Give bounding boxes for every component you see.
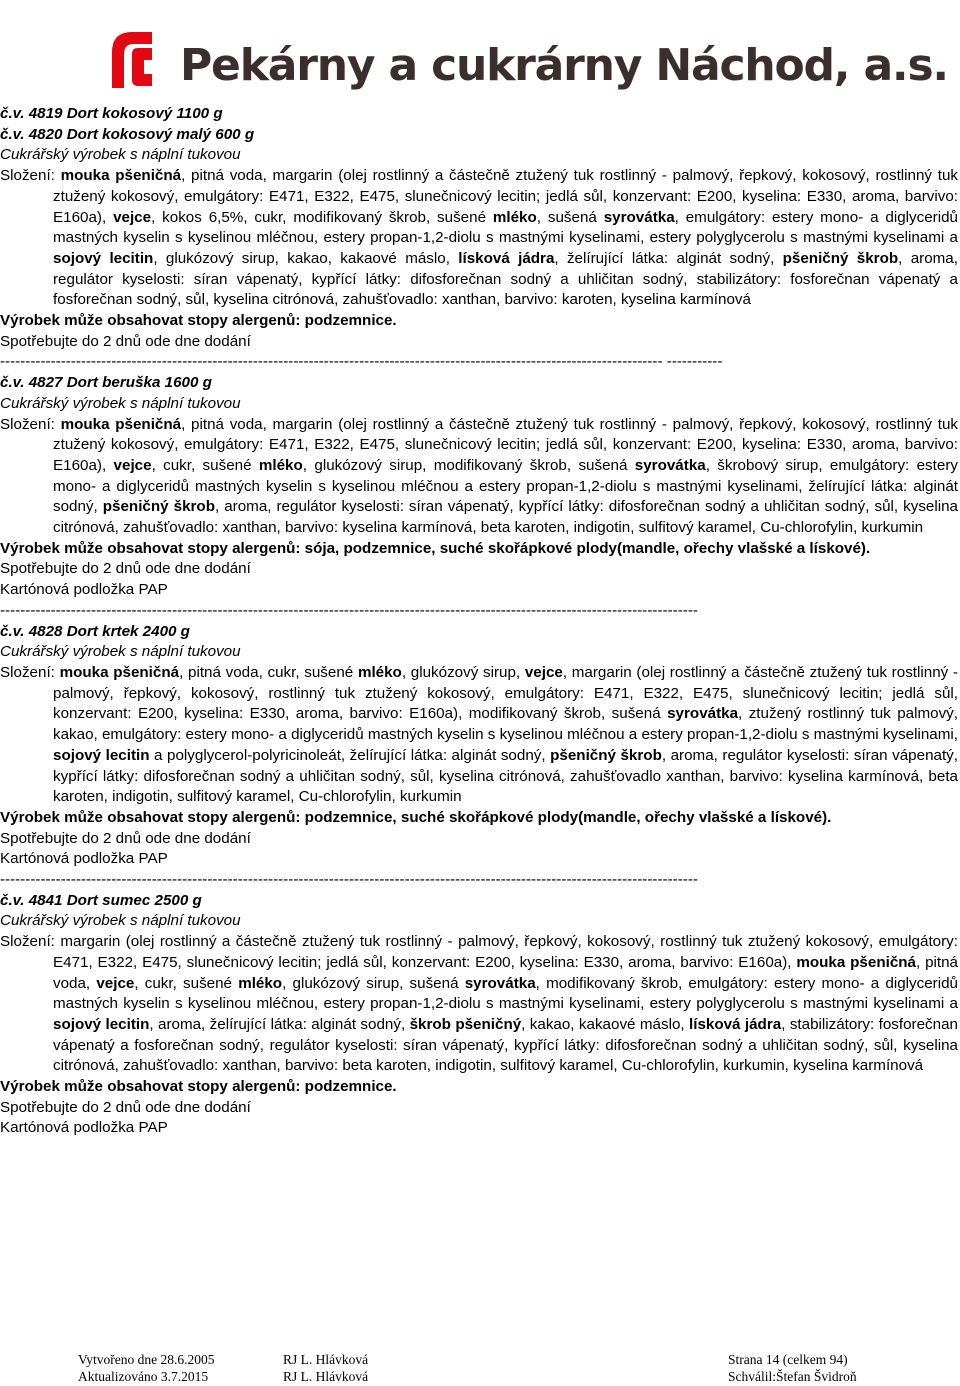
allergen-ingredient: vejce bbox=[96, 974, 135, 992]
product-note: Spotřebujte do 2 dnů ode dne dodání bbox=[0, 332, 251, 350]
ingredient-text: , emulgátory: estery mono- a diglyceridů mastných kyselin s kyselinou mléčnou, estery propan-1,2-diolu s mastnými kyselinami, estery polyglycerolu s mastnými kyselinami a bbox=[53, 208, 958, 247]
product-composition bbox=[0, 932, 958, 1077]
updated-date: Aktualizováno 3.7.2015 bbox=[78, 1368, 209, 1384]
page-footer bbox=[78, 1352, 938, 1385]
product-note: Kartónová podložka PAP bbox=[0, 1119, 168, 1137]
ingredient-text: , ztužený rostlinný tuk palmový, kakao, emulgátory: estery mono- a diglyceridů mastných kyselin s kyselinou mléčnou a estery propan-1,2-diolu s mastnými kyselinami, bbox=[53, 705, 958, 744]
product-type: Cukrářský výrobek s náplní tukovou bbox=[0, 394, 241, 412]
allergen-warning: Výrobek může obsahovat stopy alergenů: podzemnice, suché skořápkové plody(mandle, ořechy vlašské a lískové). bbox=[0, 808, 832, 826]
allergen-warning: Výrobek může obsahovat stopy alergenů: podzemnice. bbox=[0, 1078, 397, 1096]
product-type: Cukrářský výrobek s náplní tukovou bbox=[0, 146, 241, 164]
ingredient-text: , pitná voda, margarin (olej rostlinný a částečně ztužený tuk rostlinný - palmový, řepkový, kokosový, rostlinný tuk ztužený kokosový, emulgátory: E471, E322, E475, slunečnicový lecitin; jedlá sůl, konzervant: E200, kyselina: E330, aroma, barvivo: E160a), bbox=[53, 415, 958, 474]
allergen-ingredient: pšeničný škrob bbox=[102, 498, 215, 516]
ingredient-text: , aroma, regulátor kyselosti: síran vápenatý, kypřící látky: difosforečnan sodný a uhličitan sodný, stabilizátory: fosforečnan vápenatý a fosforečnan sodný, sůl, kyselina citrónová, zahušťovadlo: xanthan, barvivo: karoten, kyselina karmínová bbox=[53, 249, 958, 309]
ingredient-text: , modifikovaný škrob, emulgátory: estery mono- a diglyceridů mastných kyselin s kyselinou mléčnou, estery propan-1,2-diolu s mastnými kyselinami, estery polyglycerolu s mastnými kyselinami a bbox=[53, 974, 958, 1013]
document-body bbox=[0, 104, 958, 1139]
allergen-ingredient: mléko bbox=[238, 974, 283, 992]
ingredient-text: , pitná voda, cukr, sušené bbox=[179, 663, 358, 681]
ingredient-text: Složení: margarin (olej rostlinný a částečně ztužený tuk rostlinný - palmový, řepkový, kokosový, rostlinný tuk ztužený kokosový, emulgátory: E471, E322, E475, slunečnicový lecitin; jedlá sůl, konzervant: E200, kyselina: E330, aroma, barvivo: E160a), bbox=[0, 933, 958, 971]
allergen-ingredient: syrovátka bbox=[667, 705, 739, 723]
allergen-ingredient: vejce bbox=[113, 456, 152, 474]
page-number: Strana 14 (celkem 94) bbox=[728, 1352, 848, 1367]
ingredient-text: , sušená bbox=[536, 208, 604, 226]
product-code: č.v. 4827 Dort beruška 1600 g bbox=[0, 374, 212, 392]
product-code: č.v. 4819 Dort kokosový 1100 g bbox=[0, 105, 223, 122]
product-type: Cukrářský výrobek s náplní tukovou bbox=[0, 912, 241, 930]
ingredient-text: , glukózový sirup, kakao, kakaové máslo, bbox=[153, 249, 459, 267]
allergen-ingredient: mouka pšeničná bbox=[60, 167, 182, 185]
approved-by: Schválil:Štefan Švidroň bbox=[728, 1368, 857, 1384]
product-composition bbox=[0, 166, 958, 311]
ingredient-text: , kokos 6,5%, cukr, modifikovaný škrob, sušené bbox=[151, 208, 493, 226]
product-note: Spotřebujte do 2 dnů ode dne dodání bbox=[0, 829, 251, 847]
allergen-ingredient: mléko bbox=[258, 456, 303, 474]
ingredient-text: , aroma, želírující látka: alginát sodný, bbox=[149, 1015, 410, 1033]
ingredient-text: , želírující látka: alginát sodný, bbox=[554, 249, 783, 267]
ingredient-text: , aroma, regulátor kyselosti: síran vápenatý, kypřící látky: difosforečnan sodný a uhličitan sodný, sůl, kyselina citrónová, zahušťovadlo xanthan, barvivo: kyselina karmínová, beta karoten, indigotin, sulfitový karamel, Cu-chlorofylin, kurkumin bbox=[53, 746, 958, 806]
allergen-ingredient: škrob pšeničný bbox=[409, 1015, 522, 1033]
allergen-ingredient: mouka pšeničná bbox=[60, 415, 182, 433]
ingredient-text: , cukr, sušené bbox=[134, 974, 239, 992]
ingredient-text: , glukózový sirup, bbox=[401, 663, 525, 681]
product-code: č.v. 4828 Dort krtek 2400 g bbox=[0, 622, 190, 640]
ingredient-text: Složení: bbox=[0, 167, 61, 185]
ingredient-text: , kakao, kakaové máslo, bbox=[521, 1015, 689, 1033]
allergen-ingredient: vejce bbox=[113, 208, 152, 226]
allergen-warning: Výrobek může obsahovat stopy alergenů: sója, podzemnice, suché skořápkové plody(mandle, ořechy vlašské a lískové). bbox=[0, 539, 871, 557]
product-code: č.v. 4820 Dort kokosový malý 600 g bbox=[0, 125, 255, 143]
page-header bbox=[0, 0, 960, 100]
created-date: Vytvořeno dne 28.6.2005 bbox=[78, 1352, 215, 1367]
product-note: Spotřebujte do 2 dnů ode dne dodání bbox=[0, 1098, 251, 1116]
separator-line: ------------------------------------------------------------------------------------------------------------------------------------------ bbox=[0, 601, 698, 619]
allergen-ingredient: sojový lecitin bbox=[53, 1015, 150, 1033]
allergen-ingredient: lísková jádra bbox=[458, 249, 555, 267]
ingredient-text: , aroma, regulátor kyselosti: síran vápenatý, kypřící látky: difosforečnan sodný a uhličitan sodný, sůl, kyselina citrónová, zahušťovadlo: xanthan, barvivo: kyselina karmínová, beta karoten, indigotin, sulfitový karamel, Cu-chlorofylin, kurkumin bbox=[53, 498, 958, 537]
allergen-ingredient: mouka pšeničná bbox=[59, 663, 180, 681]
ingredient-text: , margarin (olej rostlinný a částečně ztužený tuk rostlinný - palmový, řepkový, kokosový, rostlinný tuk ztužený kokosový, emulgátory: E471, E322, E475, slunečnicový lecitin; jedlá sůl, konzervant: E200, kyselina: E330, aroma, barvivo: E160a), modifikovaný škrob, sušená bbox=[53, 663, 958, 723]
company-name: Pekárny a cukrárny Náchod, a.s. bbox=[180, 40, 948, 91]
ingredient-text: , glukózový sirup, sušená bbox=[282, 974, 465, 992]
created-author: RJ L. Hlávková bbox=[283, 1352, 369, 1367]
allergen-ingredient: syrovátka bbox=[464, 974, 536, 992]
allergen-ingredient: sojový lecitin bbox=[53, 249, 154, 267]
allergen-ingredient: lísková jádra bbox=[689, 1015, 782, 1033]
company-logo-icon bbox=[96, 22, 168, 92]
allergen-warning: Výrobek může obsahovat stopy alergenů: podzemnice. bbox=[0, 312, 397, 330]
allergen-ingredient: syrovátka bbox=[634, 456, 706, 474]
ingredient-text: Složení: bbox=[0, 415, 61, 433]
product-composition bbox=[0, 415, 958, 539]
allergen-ingredient: mléko bbox=[357, 663, 402, 681]
allergen-ingredient: pšeničný škrob bbox=[782, 249, 899, 267]
ingredient-text: , glukózový sirup, modifikovaný škrob, sušená bbox=[302, 456, 635, 474]
ingredient-text: , stabilizátory: fosforečnan vápenatý a fosforečnan sodný, regulátor kyselosti: síran vápenatý, kypřící látky: difosforečnan sodný a uhličitan sodný, sůl, kyselina citrónová, zahušťovadlo: xanthan, barvivo: beta karoten, indigotin, sulfitový karamel, Cu-chlorofylin, kurkumin, kyselina karmínová bbox=[53, 1015, 958, 1075]
ingredient-text: a polyglycerol-polyricinoleát, želírující látka: alginát sodný, bbox=[149, 746, 551, 764]
product-composition bbox=[0, 663, 958, 808]
product-type: Cukrářský výrobek s náplní tukovou bbox=[0, 643, 241, 661]
allergen-ingredient: pšeničný škrob bbox=[550, 746, 662, 764]
ingredient-text: , pitná voda, bbox=[53, 953, 959, 992]
separator-line: ------------------------------------------------------------------------------------------------------------------------------------------ bbox=[0, 871, 698, 889]
ingredient-text: , cukr, sušené bbox=[151, 456, 259, 474]
updated-author: RJ L. Hlávková bbox=[283, 1368, 369, 1384]
allergen-ingredient: sojový lecitin bbox=[53, 746, 150, 764]
ingredient-text: , škrobový sirup, emulgátory: estery mono- a diglyceridů mastných kyselin s kyselinou mléčnou a estery propan-1,2-diolu s mastnými kyselinami, želírující látka: alginát sodný, bbox=[53, 456, 958, 516]
ingredient-text: , pitná voda, margarin (olej rostlinný a částečně ztužený tuk rostlinný - palmový, řepkový, kokosový, rostlinný tuk ztužený kokosový, emulgátory: E471, E322, E475, slunečnicový lecitin; jedlá sůl, konzervant: E200, kyselina: E330, aroma, barvivo: E160a), bbox=[53, 167, 958, 226]
product-note: Kartónová podložka PAP bbox=[0, 850, 168, 868]
allergen-ingredient: vejce bbox=[524, 663, 563, 681]
product-note: Kartónová podložka PAP bbox=[0, 581, 168, 599]
ingredient-text: Složení: bbox=[0, 663, 60, 681]
allergen-ingredient: syrovátka bbox=[603, 208, 675, 226]
separator-line: ----------------------------------------------------------------------------------------------------------------------------------- ----------- bbox=[0, 353, 723, 371]
allergen-ingredient: mléko bbox=[492, 208, 537, 226]
product-note: Spotřebujte do 2 dnů ode dne dodání bbox=[0, 560, 251, 578]
product-code: č.v. 4841 Dort sumec 2500 g bbox=[0, 891, 202, 909]
allergen-ingredient: mouka pšeničná bbox=[796, 953, 916, 971]
